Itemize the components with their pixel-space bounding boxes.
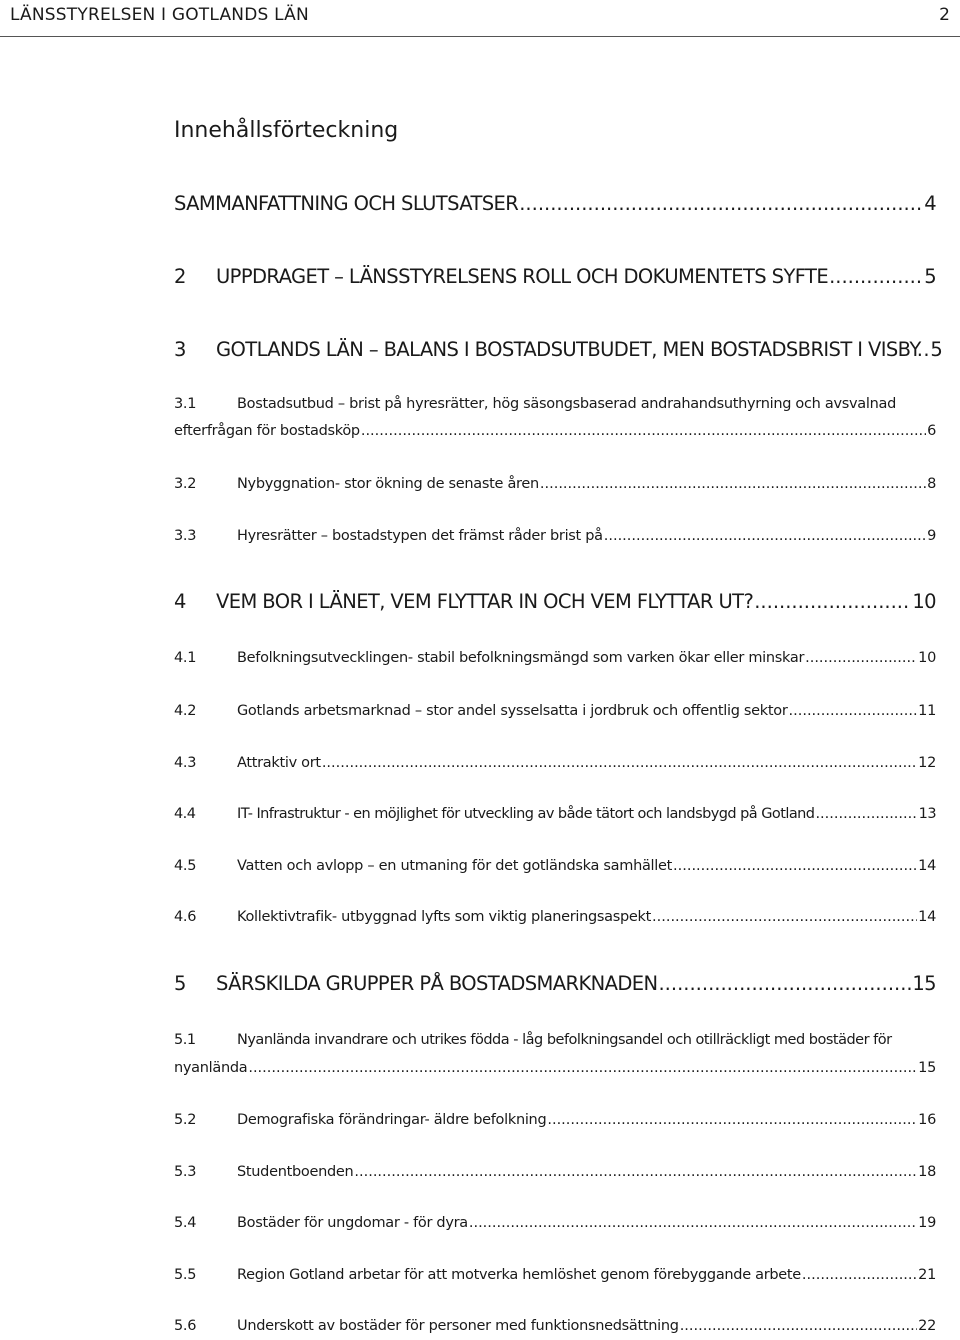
toc-leader-dots (469, 1215, 917, 1231)
toc-entry-5-3[interactable] (174, 1164, 936, 1180)
toc-entry-page: 5 (930, 338, 943, 361)
header-title: LÄNSSTYRELSEN I GOTLANDS LÄN (10, 5, 309, 25)
toc-leader-dots (829, 265, 923, 288)
toc-entry-page: 8 (927, 476, 936, 492)
toc-entry-page: 19 (918, 1215, 936, 1231)
toc-leader-dots (604, 528, 926, 544)
toc-entry-label: GOTLANDS LÄN – BALANS I BOSTADSUTBUDET, MEN BOSTADSBRIST I VISBY. (216, 338, 923, 361)
toc-entry-number: 4.3 (174, 755, 197, 771)
toc-entry-number: 3.2 (174, 476, 197, 492)
toc-entry-page: 10 (912, 590, 936, 613)
toc-entry-number: 4.6 (174, 909, 197, 925)
toc-leader-dots (789, 703, 918, 719)
toc-entry-label: efterfrågan för bostadsköp (174, 423, 360, 439)
toc-entry-number: 2 (174, 265, 186, 288)
toc-entry-page: 14 (918, 858, 936, 874)
toc-entry-3-3[interactable] (174, 528, 936, 544)
toc-entry-3-2[interactable] (174, 476, 936, 492)
toc-entry-page: 15 (912, 972, 936, 995)
toc-entry-label: Vatten och avlopp – en utmaning för det gotländska samhället (237, 858, 673, 874)
toc-entry-page: 12 (918, 755, 936, 771)
toc-leader-dots (540, 476, 926, 492)
header-page-number: 2 (939, 5, 950, 25)
toc-entry-number: 5.6 (174, 1318, 197, 1334)
toc-leader-dots (815, 806, 917, 822)
toc-entry-page: 9 (927, 528, 936, 544)
toc-leader-dots (802, 1267, 917, 1283)
toc-leader-dots (658, 972, 911, 995)
toc-entry-number: 3.3 (174, 528, 197, 544)
toc-leader-dots (805, 650, 917, 666)
toc-leader-dots (680, 1318, 917, 1334)
toc-entry-label: Bostäder för ungdomar - för dyra (237, 1215, 468, 1231)
toc-leader-dots (547, 1112, 917, 1128)
toc-entry-label: SAMMANFATTNING OCH SLUTSATSER (174, 192, 519, 215)
toc-entry-page: 22 (918, 1318, 936, 1334)
toc-entry-label: Bostadsutbud – brist på hyresrätter, hög säsongsbaserad andrahandsuthyrning och avsvalnad (237, 396, 896, 412)
toc-entry-page: 14 (918, 909, 936, 925)
toc-entry-label: Attraktiv ort (237, 755, 321, 771)
toc-entry-number: 4 (174, 590, 186, 613)
toc-entry-summary[interactable] (174, 192, 936, 215)
toc-leader-dots (322, 755, 917, 771)
toc-entry-5[interactable] (174, 972, 936, 995)
toc-entry-page: 5 (924, 265, 936, 288)
toc-entry-page: 6 (927, 423, 936, 439)
toc-leader-dots (673, 858, 917, 874)
toc-entry-label: VEM BOR I LÄNET, VEM FLYTTAR IN OCH VEM FLYTTAR UT? (216, 590, 754, 613)
toc-entry-number: 4.4 (174, 806, 196, 822)
toc-entry-number: 3.1 (174, 396, 197, 412)
toc-entry-number: 3 (174, 338, 186, 361)
toc-leader-dots (652, 909, 917, 925)
toc-entry-number: 5.3 (174, 1164, 197, 1180)
toc-entry-4-2[interactable] (174, 703, 936, 719)
toc-entry-3-1-line1[interactable] (174, 396, 936, 412)
toc-entry-page: 21 (918, 1267, 936, 1283)
toc-leader-dots (519, 192, 923, 215)
toc-entry-number: 4.5 (174, 858, 197, 874)
toc-entry-4-3[interactable] (174, 755, 936, 771)
toc-entry-label: Studentboenden (237, 1164, 354, 1180)
toc-entry-4-5[interactable] (174, 858, 936, 874)
toc-entry-3-1-line2[interactable] (174, 423, 936, 439)
toc-entry-label: SÄRSKILDA GRUPPER PÅ BOSTADSMARKNADEN (216, 972, 658, 995)
toc-entry-5-6[interactable] (174, 1318, 936, 1334)
toc-entry-number: 4.2 (174, 703, 197, 719)
toc-entry-page: 13 (918, 806, 936, 822)
toc-leader-dots (754, 590, 911, 613)
toc-entry-label: Gotlands arbetsmarknad – stor andel sysselsatta i jordbruk och offentlig sektor (237, 703, 788, 719)
toc-entry-5-4[interactable] (174, 1215, 936, 1231)
toc-entry-page: 10 (918, 650, 936, 666)
toc-entry-4-1[interactable] (174, 650, 936, 666)
toc-entry-5-1-line2[interactable] (174, 1060, 936, 1076)
toc-title: Innehållsförteckning (174, 118, 399, 143)
toc-entry-label: Demografiska förändringar- äldre befolkning (237, 1112, 547, 1128)
toc-entry-label: Kollektivtrafik- utbyggnad lyfts som viktig planeringsaspekt (237, 909, 652, 925)
toc-entry-page: 11 (918, 703, 936, 719)
toc-entry-4-4[interactable] (174, 806, 936, 822)
toc-entry-5-5[interactable] (174, 1267, 936, 1283)
toc-entry-label: UPPDRAGET – LÄNSSTYRELSENS ROLL OCH DOKUMENTETS SYFTE (216, 265, 829, 288)
toc-entry-3[interactable] (174, 338, 943, 361)
toc-entry-label: Nyanlända invandrare och utrikes födda - låg befolkningsandel och otillräckligt med bostäder för (237, 1032, 892, 1048)
toc-entry-page: 15 (918, 1060, 936, 1076)
page-header (0, 0, 960, 37)
toc-entry-4[interactable] (174, 590, 936, 613)
toc-entry-number: 4.1 (174, 650, 197, 666)
toc-entry-number: 5.5 (174, 1267, 197, 1283)
toc-leader-dots (923, 338, 929, 361)
toc-entry-label: Nybyggnation- stor ökning de senaste åren (237, 476, 539, 492)
toc-leader-dots (354, 1164, 917, 1180)
toc-entry-4-6[interactable] (174, 909, 936, 925)
toc-entry-page: 16 (918, 1112, 936, 1128)
toc-entry-label: Befolkningsutvecklingen- stabil befolkningsmängd som varken ökar eller minskar (237, 650, 805, 666)
toc-entry-page: 18 (918, 1164, 936, 1180)
toc-leader-dots (361, 423, 926, 439)
toc-entry-number: 5.1 (174, 1032, 196, 1048)
toc-entry-label: IT- Infrastruktur - en möjlighet för utveckling av både tätort och landsbygd på Gotland (237, 806, 815, 822)
toc-entry-label: Underskott av bostäder för personer med funktionsnedsättning (237, 1318, 679, 1334)
toc-entry-number: 5.4 (174, 1215, 197, 1231)
toc-entry-number: 5.2 (174, 1112, 197, 1128)
toc-leader-dots (248, 1060, 917, 1076)
toc-entry-number: 5 (174, 972, 186, 995)
toc-entry-page: 4 (924, 192, 936, 215)
toc-entry-label: Hyresrätter – bostadstypen det främst råder brist på (237, 528, 603, 544)
toc-entry-5-1-line1[interactable] (174, 1032, 936, 1048)
toc-entry-2[interactable] (174, 265, 936, 288)
toc-entry-label: Region Gotland arbetar för att motverka hemlöshet genom förebyggande arbete (237, 1267, 801, 1283)
toc-entry-5-2[interactable] (174, 1112, 936, 1128)
toc-entry-label: nyanlända (174, 1060, 248, 1076)
